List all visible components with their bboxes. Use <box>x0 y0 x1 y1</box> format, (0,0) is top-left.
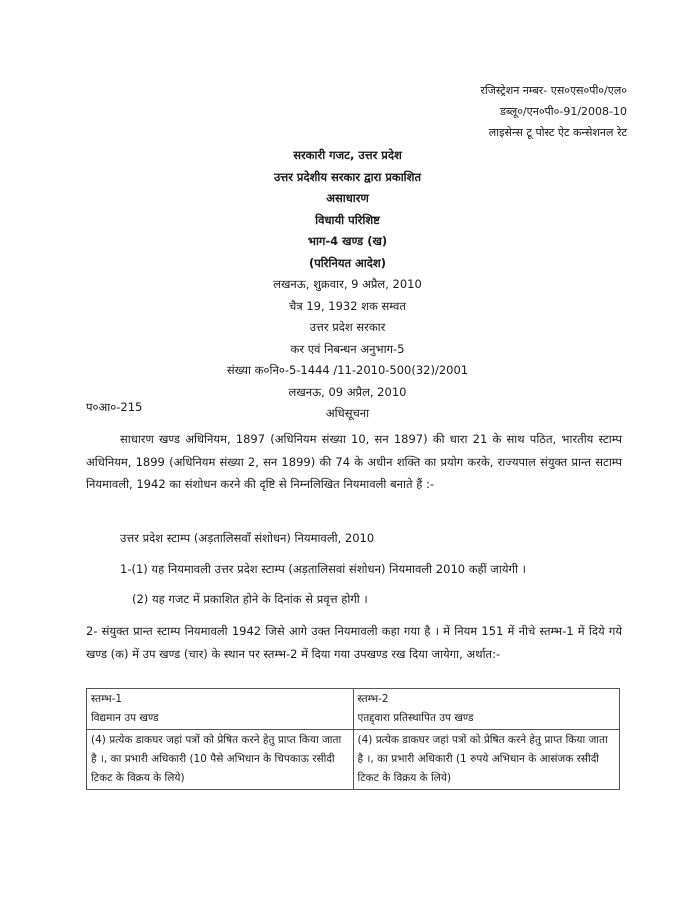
column-1-subheader: विद्यमान उप खण्ड <box>91 712 159 724</box>
table-row <box>87 730 620 790</box>
rules-title: उत्तर प्रदेश स्टाम्प (अड़तालिसवाँ संशोधन) नियमावली, 2010 <box>120 531 375 545</box>
part-label: भाग-4 खण्ड (ख) <box>307 234 388 248</box>
notification-number: संख्या क०नि०-5-1444 /11-2010-500(32)/2001 <box>226 363 469 377</box>
government-label: उत्तर प्रदेश सरकार <box>309 320 386 334</box>
supplement-label: विधायी परिशिष्ट <box>315 212 380 227</box>
gazette-title: सरकारी गजट, उत्तर प्रदेश <box>293 148 402 162</box>
saka-date-line: चैत्र 19, 1932 शक सम्वत <box>289 298 406 313</box>
column-1-header-cell <box>87 689 354 730</box>
notification-heading: अधिसूचना <box>325 406 370 420</box>
place-date: लखनऊ, 09 अप्रैल, 2010 <box>288 384 407 399</box>
extraordinary-label: असाधारण <box>326 191 369 205</box>
column-1-text: (4) प्रत्येक डाकघर जहां पत्रों को प्रेषित करने हेतु प्राप्त किया जाता है ।, का प्रभारी अधिकारी (10 पैसे अभिधान के चिपकाऊ रसीदी टिकट के विक्रय के लिये) <box>87 730 354 790</box>
registration-block <box>480 80 627 143</box>
column-2-subheader: एतद्द्वारा प्रतिस्थापित उप खण्ड <box>357 712 474 724</box>
registration-code: डब्लू०/एन०पी०-91/2008-10 <box>500 105 627 118</box>
orders-label: (परिनियत आदेश) <box>309 255 386 270</box>
rule-1-2: (2) यह गजट में प्रकाशित होने के दिनांक से प्रवृत्त होगी । <box>132 592 368 606</box>
rule-1-1: 1-(1) यह नियमावली उत्तर प्रदेश स्टाम्प (अड़तालिसवां संशोधन) नियमावली 2010 कहीं जायेगी । <box>120 562 526 576</box>
column-2-header-cell <box>353 689 620 730</box>
reference-number: प०आ०-215 <box>86 400 143 414</box>
date-line: लखनऊ, शुक्रवार, 9 अप्रैल, 2010 <box>273 277 422 291</box>
column-2-text: (4) प्रत्येक डाकघर जहां पत्रों को प्रेषित करने हेतु प्राप्त किया जाता है ।, का प्रभारी अधिकारी (1 रुपये अभिधान के आसंजक रसीदी टिकट के विक्रय के लिये) <box>353 730 620 790</box>
department-label: कर एवं निबन्धन अनुभाग-5 <box>290 341 405 356</box>
preamble-paragraph: साधारण खण्ड अधिनियम, 1897 (अधिनियम संख्या 10, सन 1897) की धारा 21 के साथ पठित, भारतीय स्टाम्प अधिनियम, 1899 (अधिनियम संख्या 2, सन 1899) की 74 के अधीन शक्ति का प्रयोग करके, राज्यपाल संयुक्त प्रान्त सटाम्प नियमावली, 1942 का संशोधन करने की दृष्टि से निम्नलिखित नियमावली बनाते हैं :- <box>86 432 622 491</box>
gazette-header <box>0 145 695 425</box>
license-line: लाइसेन्स टू पोस्ट ऐट कन्सेशनल रेट <box>488 126 627 139</box>
column-1-header: स्तम्भ-1 <box>91 693 123 705</box>
rule-2-paragraph: 2- संयुक्त प्रान्त स्टाम्प नियमावली 1942 जिसे आगे उक्त नियमावली कहा गया है । में नियम 151 में नीचे स्तम्भ-1 में दिये गये खण्ड (क) में उप खण्ड (चार) के स्थान पर स्तम्भ-2 में दिया गया उपखण्ड रख दिया जायेगा, अर्थात:- <box>86 624 622 661</box>
column-2-header: स्तम्भ-2 <box>357 693 389 705</box>
amendment-table <box>86 688 620 790</box>
published-by: उत्तर प्रदेशीय सरकार द्वारा प्रकाशित <box>273 169 422 184</box>
registration-number: रजिस्ट्रेशन नम्बर- एस०एस०पी०/एल० <box>480 84 627 97</box>
table-row <box>87 689 620 730</box>
